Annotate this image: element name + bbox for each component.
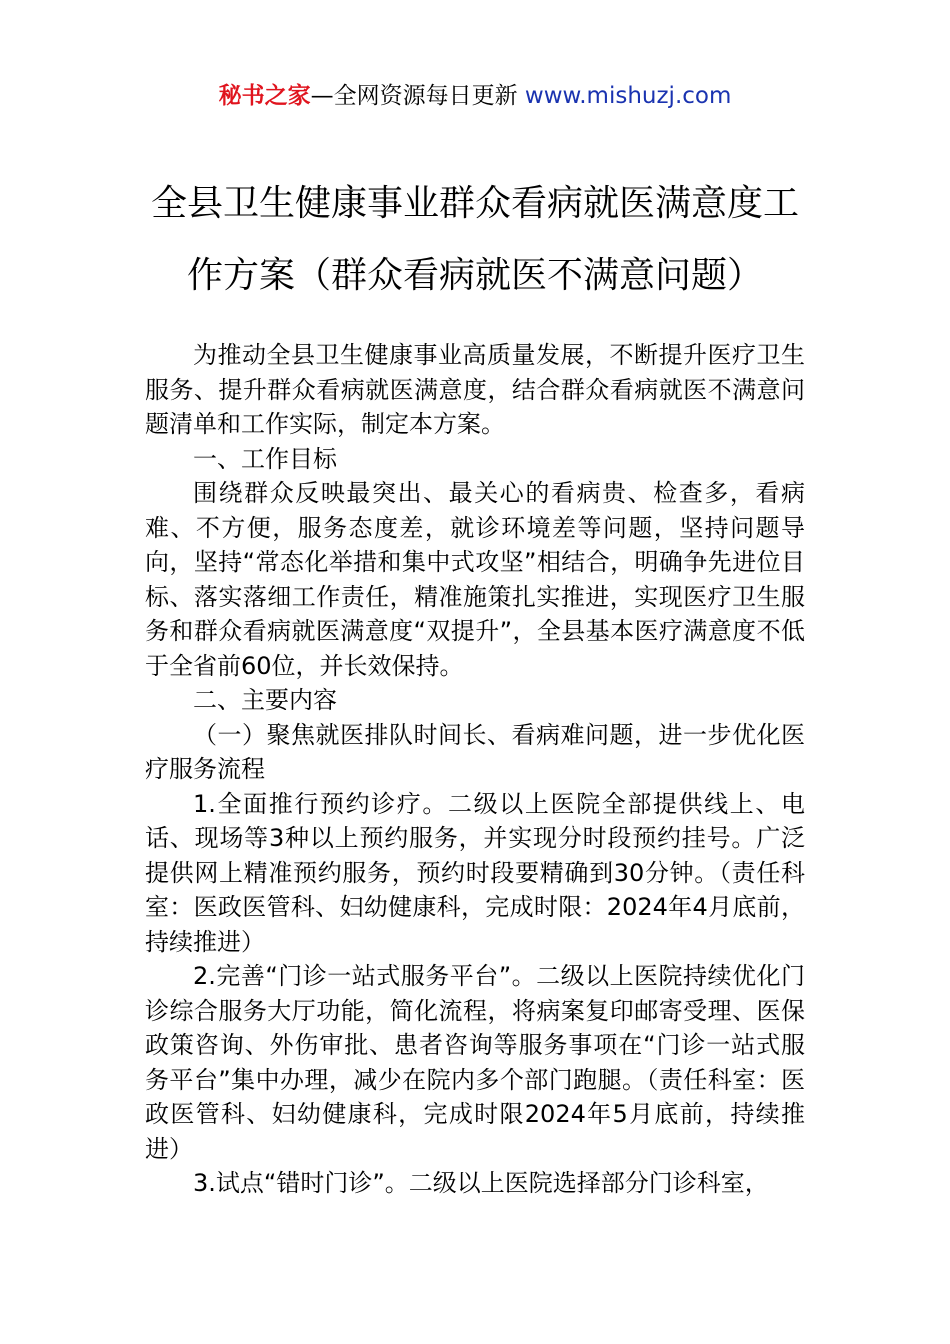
site-brand: 秘书之家	[218, 83, 311, 109]
document-body	[145, 338, 805, 1201]
site-url-link[interactable]: www.mishuzj.com	[524, 83, 732, 109]
intro-paragraph: 为推动全县卫生健康事业高质量发展，不断提升医疗卫生服务、提升群众看病就医满意度，结合群众看病就医不满意问题清单和工作实际，制定本方案。	[145, 341, 805, 438]
section-heading-goals: 一、工作目标	[193, 444, 337, 473]
section-heading-content: 二、主要内容	[193, 686, 337, 714]
item-paragraph-1: 1.全面推行预约诊疗。二级以上医院全部提供线上、电话、现场等3种以上预约服务，并实现分时段预约挂号。广泛提供网上精准预约服务，预约时段要精确到30分钟。（责任科室：医政医管科、妇幼健康科，完成时限：2024年4月底前，持续推进）	[145, 789, 805, 956]
goals-paragraph: 围绕群众反映最突出、最关心的看病贵、检查多，看病难、不方便，服务态度差，就诊环境差等问题，坚持问题导向，坚持“常态化举措和集中式攻坚”相结合，明确争先进位目标、落实落细工作责任，精准施策扎实推进，实现医疗卫生服务和群众看病就医满意度“双提升”，全县基本医疗满意度不低于全省前60位，并长效保持。	[145, 479, 805, 680]
subsection-heading-1: （一）聚焦就医排队时间长、看病难问题，进一步优化医疗服务流程	[145, 720, 805, 783]
item-paragraph-3: 3.试点“错时门诊”。二级以上医院选择部分门诊科室，	[193, 1169, 769, 1197]
site-header	[0, 80, 950, 112]
site-tagline: —全网资源每日更新	[310, 83, 525, 109]
item-paragraph-2: 2.完善“门诊一站式服务平台”。二级以上医院持续优化门诊综合服务大厅功能，简化流程，将病案复印邮寄受理、医保政策咨询、外伤审批、患者咨询等服务事项在“门诊一站式服务平台”集中办理，减少在院内多个部门跑腿。（责任科室：医政医管科、妇幼健康科，完成时限2024年5月底前，持续推进）	[145, 962, 805, 1163]
document-title: 全县卫生健康事业群众看病就医满意度工作方案（群众看病就医不满意问题）	[150, 183, 799, 296]
